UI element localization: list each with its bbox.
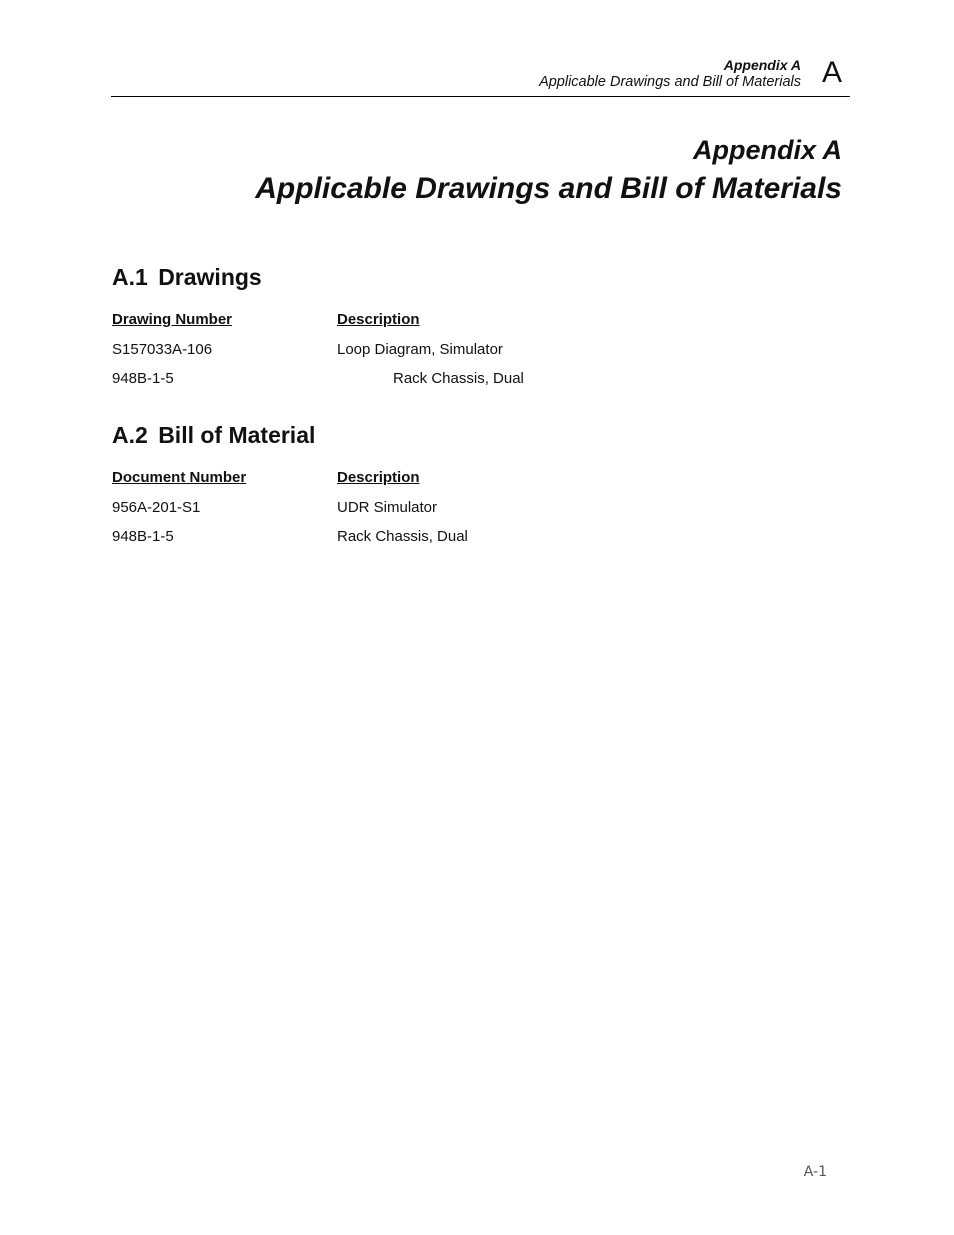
- drawing-number: S157033A-106: [112, 340, 213, 358]
- table-row: [112, 369, 812, 399]
- chapter-title: [255, 132, 842, 210]
- bill-of-material-section: [112, 420, 812, 557]
- document-number: 948B-1-5: [112, 528, 174, 545]
- table-header-row: [112, 468, 812, 498]
- column-header-drawing-number: Drawing Number: [112, 311, 233, 328]
- column-header-description: Description: [337, 311, 420, 328]
- document-description: Rack Chassis, Dual: [337, 528, 468, 545]
- table-header-row: [112, 310, 812, 340]
- section-heading-drawings: [112, 262, 812, 292]
- bill-of-material-table: [112, 468, 812, 557]
- running-header-text: [539, 57, 801, 91]
- section-heading-bill-of-material: [112, 420, 812, 450]
- running-header: [111, 54, 850, 97]
- drawings-table: [112, 310, 812, 399]
- document-number: 956A-201-S1: [112, 498, 201, 516]
- table-row: [112, 527, 812, 557]
- column-header-document-number: Document Number: [112, 469, 247, 486]
- running-header-title: Appendix A: [723, 57, 801, 73]
- drawing-description: Loop Diagram, Simulator: [337, 340, 503, 358]
- document-description: UDR Simulator: [337, 498, 438, 516]
- section-title: Drawings: [158, 264, 262, 290]
- section-number: A.1: [112, 264, 148, 290]
- drawing-description: Rack Chassis, Dual: [393, 370, 524, 387]
- section-title: Bill of Material: [158, 422, 316, 448]
- table-row: [112, 340, 812, 370]
- drawings-section: [112, 262, 812, 399]
- chapter-label: Appendix A: [692, 135, 842, 165]
- section-number: A.2: [112, 422, 148, 448]
- running-header-subtitle: Applicable Drawings and Bill of Materials: [539, 74, 801, 90]
- page-number: A-1: [803, 1164, 827, 1180]
- chapter-name: Applicable Drawings and Bill of Materials: [255, 172, 842, 205]
- drawing-number: 948B-1-5: [112, 370, 174, 387]
- column-header-description: Description: [337, 469, 420, 486]
- table-row: [112, 498, 812, 528]
- appendix-letter: A: [821, 56, 842, 89]
